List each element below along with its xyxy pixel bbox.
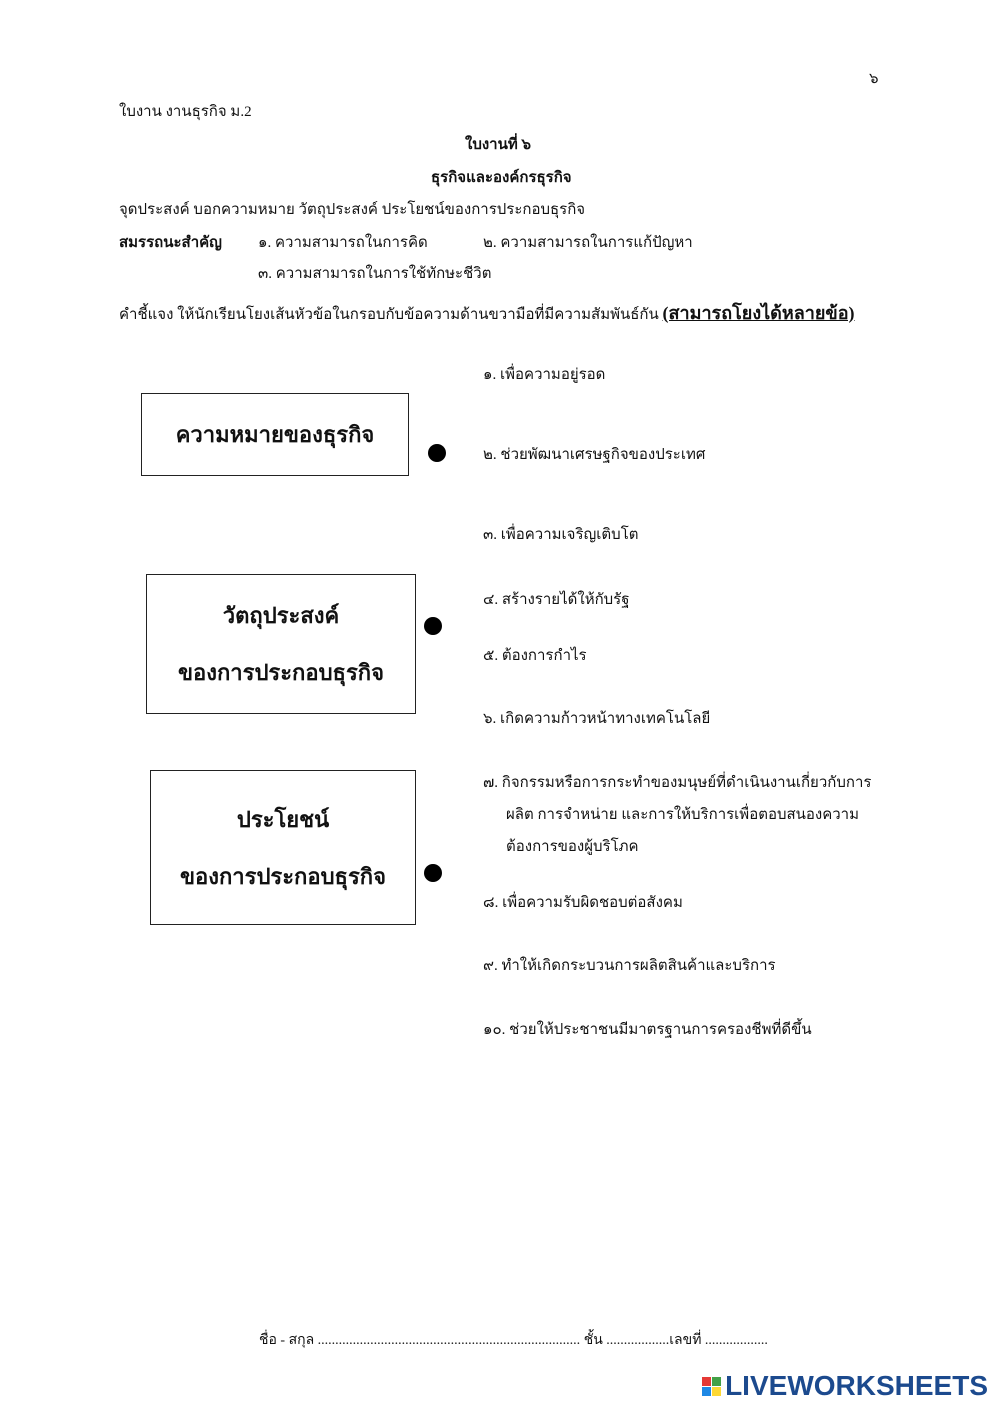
header-label: ใบงาน งานธุรกิจ ม.2 <box>119 104 252 120</box>
answer-item-7-line3: ต้องการของผู้บริโภค <box>506 839 639 855</box>
answer-item-7[interactable] <box>483 767 871 863</box>
objective-box <box>146 574 416 714</box>
objective-box-line2: ของการประกอบธุรกิจ <box>177 660 385 685</box>
competency-item-2: ๒. ความสามารถในการแก้ปัญหา <box>483 235 693 251</box>
answer-item-6[interactable]: ๖. เกิดความก้าวหน้าทางเทคโนโลยี <box>483 711 711 727</box>
worksheet-subtitle: ธุรกิจและองค์กรธุรกิจ <box>431 170 572 186</box>
meaning-box-label: ความหมายของธุรกิจ <box>175 422 375 447</box>
answer-item-2[interactable]: ๒. ช่วยพัฒนาเศรษฐกิจของประเทศ <box>483 447 706 463</box>
instruction-emphasis: (สามารถโยงได้หลายข้อ) <box>662 303 855 323</box>
answer-item-7-line2: ผลิต การจำหน่าย และการให้บริการเพื่อตอบสนองความ <box>506 807 859 823</box>
benefit-connector-dot[interactable] <box>424 864 442 882</box>
answer-item-8[interactable]: ๘. เพื่อความรับผิดชอบต่อสังคม <box>483 895 683 911</box>
answer-item-7-line1: ๗. กิจกรรมหรือการกระทำของมนุษย์ที่ดำเนินงานเกี่ยวกับการ <box>483 775 872 791</box>
answer-item-10[interactable]: ๑๐. ช่วยให้ประชาชนมีมาตรฐานการครองชีพที่ดีขึ้น <box>483 1022 812 1038</box>
benefit-box-line1: ประโยชน์ <box>236 806 330 832</box>
number-field[interactable]: เลขที่ .................. <box>669 1333 768 1348</box>
objective-line: จุดประสงค์ บอกความหมาย วัตถุประสงค์ ประโยชน์ของการประกอบธุรกิจ <box>119 202 586 218</box>
page-number: ๖ <box>869 71 879 87</box>
competency-item-1: ๑. ความสามารถในการคิด <box>258 235 428 251</box>
name-field[interactable]: ชื่อ - สกุล ........................................................................... <box>259 1333 581 1348</box>
worksheet-title: ใบงานที่ ๖ <box>465 137 532 153</box>
meaning-connector-dot[interactable] <box>428 444 446 462</box>
benefit-box <box>150 770 416 925</box>
benefit-box-line2: ของการประกอบธุรกิจ <box>179 863 387 889</box>
class-field[interactable]: ชั้น .................. <box>583 1333 670 1348</box>
instruction-line <box>119 298 855 327</box>
brand-name: LIVEWORKSHEETS <box>725 1370 988 1401</box>
answer-item-5[interactable]: ๕. ต้องการกำไร <box>483 648 587 664</box>
logo-grid-icon <box>702 1377 721 1396</box>
competency-item-3: ๓. ความสามารถในการใช้ทักษะชีวิต <box>258 266 492 282</box>
objective-box-line1: วัตถุประสงค์ <box>222 603 340 628</box>
meaning-box <box>141 393 409 476</box>
liveworksheets-logo <box>702 1370 988 1402</box>
answer-item-1[interactable]: ๑. เพื่อความอยู่รอด <box>483 367 606 383</box>
instruction-text: คำชี้แจง ให้นักเรียนโยงเส้นหัวข้อในกรอบกับข้อความด้านขวามือที่มีความสัมพันธ์กัน <box>119 307 663 323</box>
footer-fields <box>259 1329 768 1351</box>
competency-label: สมรรถนะสำคัญ <box>119 235 222 251</box>
answer-item-4[interactable]: ๔. สร้างรายได้ให้กับรัฐ <box>483 592 630 608</box>
answer-item-9[interactable]: ๙. ทำให้เกิดกระบวนการผลิตสินค้าและบริการ <box>483 958 776 974</box>
objective-connector-dot[interactable] <box>424 617 442 635</box>
answer-item-3[interactable]: ๓. เพื่อความเจริญเติบโต <box>483 527 639 543</box>
